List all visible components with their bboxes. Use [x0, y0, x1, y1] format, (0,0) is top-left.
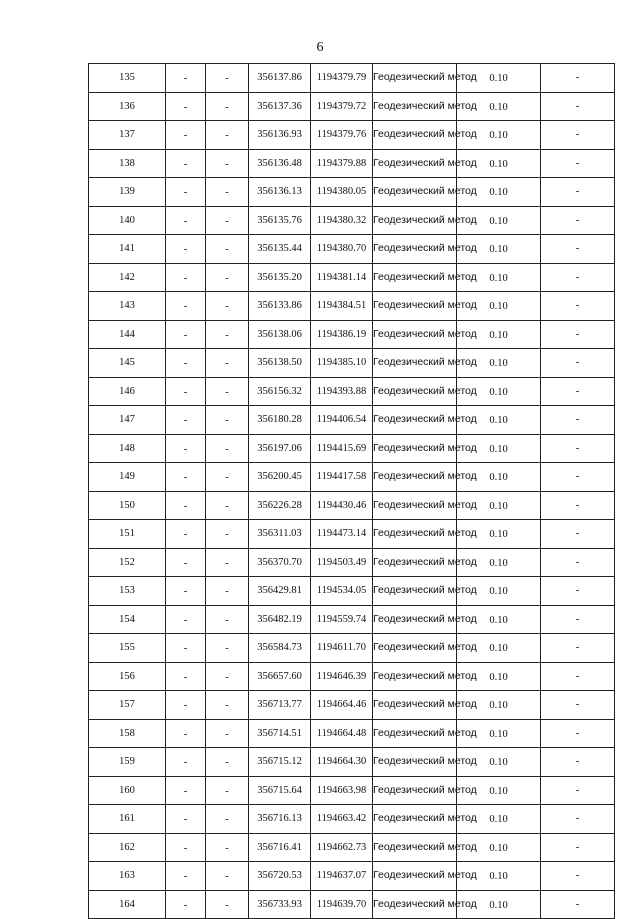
point-number-cell: 160	[89, 776, 166, 805]
description-cell: -	[541, 662, 615, 691]
old-x-cell: -	[166, 691, 206, 720]
old-y-cell: -	[206, 833, 249, 862]
precision-cell: 0.10	[457, 805, 541, 834]
method-cell: Геодезический метод	[373, 434, 457, 463]
new-x-cell: 356716.41	[249, 833, 311, 862]
point-number-cell: 158	[89, 719, 166, 748]
precision-cell: 0.10	[457, 890, 541, 919]
old-x-cell: -	[166, 862, 206, 891]
point-number-cell: 155	[89, 634, 166, 663]
new-y-cell: 1194385.10	[311, 349, 373, 378]
precision-cell: 0.10	[457, 149, 541, 178]
table-row	[89, 463, 615, 492]
point-number-cell: 154	[89, 605, 166, 634]
new-y-cell: 1194393.88	[311, 377, 373, 406]
new-y-cell: 1194663.42	[311, 805, 373, 834]
new-x-cell: 356713.77	[249, 691, 311, 720]
new-x-cell: 356180.28	[249, 406, 311, 435]
precision-cell: 0.10	[457, 862, 541, 891]
old-x-cell: -	[166, 719, 206, 748]
description-cell: -	[541, 605, 615, 634]
point-number-cell: 145	[89, 349, 166, 378]
method-cell: Геодезический метод	[373, 719, 457, 748]
table-row	[89, 377, 615, 406]
description-cell: -	[541, 719, 615, 748]
table-row	[89, 805, 615, 834]
old-y-cell: -	[206, 178, 249, 207]
precision-cell: 0.10	[457, 406, 541, 435]
description-cell: -	[541, 377, 615, 406]
description-cell: -	[541, 178, 615, 207]
new-y-cell: 1194664.30	[311, 748, 373, 777]
old-x-cell: -	[166, 662, 206, 691]
new-x-cell: 356136.13	[249, 178, 311, 207]
new-x-cell: 356226.28	[249, 491, 311, 520]
table-row	[89, 862, 615, 891]
table-row	[89, 776, 615, 805]
old-x-cell: -	[166, 548, 206, 577]
method-cell: Геодезический метод	[373, 377, 457, 406]
old-y-cell: -	[206, 548, 249, 577]
table-row	[89, 292, 615, 321]
point-number-cell: 149	[89, 463, 166, 492]
method-cell: Геодезический метод	[373, 64, 457, 93]
point-number-cell: 159	[89, 748, 166, 777]
new-y-cell: 1194662.73	[311, 833, 373, 862]
table-row	[89, 691, 615, 720]
description-cell: -	[541, 92, 615, 121]
new-x-cell: 356733.93	[249, 890, 311, 919]
method-cell: Геодезический метод	[373, 149, 457, 178]
new-x-cell: 356135.44	[249, 235, 311, 264]
point-number-cell: 153	[89, 577, 166, 606]
old-y-cell: -	[206, 292, 249, 321]
table-row	[89, 121, 615, 150]
new-y-cell: 1194379.76	[311, 121, 373, 150]
new-x-cell: 356133.86	[249, 292, 311, 321]
point-number-cell: 147	[89, 406, 166, 435]
precision-cell: 0.10	[457, 634, 541, 663]
precision-cell: 0.10	[457, 292, 541, 321]
point-number-cell: 148	[89, 434, 166, 463]
point-number-cell: 161	[89, 805, 166, 834]
new-y-cell: 1194664.46	[311, 691, 373, 720]
method-cell: Геодезический метод	[373, 691, 457, 720]
description-cell: -	[541, 463, 615, 492]
point-number-cell: 136	[89, 92, 166, 121]
old-x-cell: -	[166, 463, 206, 492]
old-x-cell: -	[166, 320, 206, 349]
new-x-cell: 356197.06	[249, 434, 311, 463]
old-x-cell: -	[166, 748, 206, 777]
old-y-cell: -	[206, 890, 249, 919]
old-y-cell: -	[206, 634, 249, 663]
method-cell: Геодезический метод	[373, 776, 457, 805]
new-y-cell: 1194646.39	[311, 662, 373, 691]
table-row	[89, 491, 615, 520]
old-x-cell: -	[166, 292, 206, 321]
method-cell: Геодезический метод	[373, 406, 457, 435]
description-cell: -	[541, 292, 615, 321]
old-x-cell: -	[166, 890, 206, 919]
table-row	[89, 178, 615, 207]
point-number-cell: 152	[89, 548, 166, 577]
old-y-cell: -	[206, 149, 249, 178]
method-cell: Геодезический метод	[373, 292, 457, 321]
new-y-cell: 1194663.98	[311, 776, 373, 805]
point-number-cell: 143	[89, 292, 166, 321]
description-cell: -	[541, 548, 615, 577]
old-y-cell: -	[206, 92, 249, 121]
precision-cell: 0.10	[457, 377, 541, 406]
old-x-cell: -	[166, 406, 206, 435]
precision-cell: 0.10	[457, 748, 541, 777]
precision-cell: 0.10	[457, 577, 541, 606]
new-x-cell: 356136.48	[249, 149, 311, 178]
new-y-cell: 1194379.88	[311, 149, 373, 178]
old-y-cell: -	[206, 862, 249, 891]
method-cell: Геодезический метод	[373, 662, 457, 691]
new-y-cell: 1194384.51	[311, 292, 373, 321]
new-x-cell: 356156.32	[249, 377, 311, 406]
precision-cell: 0.10	[457, 263, 541, 292]
precision-cell: 0.10	[457, 548, 541, 577]
description-cell: -	[541, 634, 615, 663]
table-row	[89, 748, 615, 777]
new-x-cell: 356429.81	[249, 577, 311, 606]
new-y-cell: 1194380.32	[311, 206, 373, 235]
method-cell: Геодезический метод	[373, 235, 457, 264]
old-x-cell: -	[166, 121, 206, 150]
new-x-cell: 356135.76	[249, 206, 311, 235]
new-y-cell: 1194559.74	[311, 605, 373, 634]
table-row	[89, 548, 615, 577]
method-cell: Геодезический метод	[373, 805, 457, 834]
precision-cell: 0.10	[457, 662, 541, 691]
description-cell: -	[541, 520, 615, 549]
method-cell: Геодезический метод	[373, 605, 457, 634]
method-cell: Геодезический метод	[373, 890, 457, 919]
new-x-cell: 356715.64	[249, 776, 311, 805]
precision-cell: 0.10	[457, 719, 541, 748]
method-cell: Геодезический метод	[373, 178, 457, 207]
new-y-cell: 1194664.48	[311, 719, 373, 748]
new-y-cell: 1194406.54	[311, 406, 373, 435]
new-y-cell: 1194386.19	[311, 320, 373, 349]
description-cell: -	[541, 349, 615, 378]
table-body	[89, 64, 615, 919]
old-y-cell: -	[206, 121, 249, 150]
old-x-cell: -	[166, 634, 206, 663]
point-number-cell: 162	[89, 833, 166, 862]
point-number-cell: 140	[89, 206, 166, 235]
new-x-cell: 356715.12	[249, 748, 311, 777]
old-x-cell: -	[166, 577, 206, 606]
method-cell: Геодезический метод	[373, 92, 457, 121]
old-x-cell: -	[166, 149, 206, 178]
point-number-cell: 144	[89, 320, 166, 349]
new-x-cell: 356311.03	[249, 520, 311, 549]
description-cell: -	[541, 434, 615, 463]
method-cell: Геодезический метод	[373, 463, 457, 492]
description-cell: -	[541, 776, 615, 805]
point-number-cell: 151	[89, 520, 166, 549]
old-y-cell: -	[206, 719, 249, 748]
precision-cell: 0.10	[457, 434, 541, 463]
old-y-cell: -	[206, 691, 249, 720]
description-cell: -	[541, 235, 615, 264]
point-number-cell: 138	[89, 149, 166, 178]
precision-cell: 0.10	[457, 121, 541, 150]
new-x-cell: 356136.93	[249, 121, 311, 150]
point-number-cell: 146	[89, 377, 166, 406]
description-cell: -	[541, 862, 615, 891]
precision-cell: 0.10	[457, 349, 541, 378]
old-y-cell: -	[206, 577, 249, 606]
method-cell: Геодезический метод	[373, 520, 457, 549]
precision-cell: 0.10	[457, 605, 541, 634]
description-cell: -	[541, 206, 615, 235]
new-y-cell: 1194380.05	[311, 178, 373, 207]
new-y-cell: 1194637.07	[311, 862, 373, 891]
table-row	[89, 833, 615, 862]
new-x-cell: 356482.19	[249, 605, 311, 634]
table-row	[89, 349, 615, 378]
precision-cell: 0.10	[457, 491, 541, 520]
method-cell: Геодезический метод	[373, 862, 457, 891]
description-cell: -	[541, 491, 615, 520]
new-y-cell: 1194611.70	[311, 634, 373, 663]
old-y-cell: -	[206, 235, 249, 264]
precision-cell: 0.10	[457, 92, 541, 121]
table-row	[89, 406, 615, 435]
point-number-cell: 163	[89, 862, 166, 891]
method-cell: Геодезический метод	[373, 206, 457, 235]
precision-cell: 0.10	[457, 520, 541, 549]
old-y-cell: -	[206, 662, 249, 691]
old-x-cell: -	[166, 349, 206, 378]
new-x-cell: 356370.70	[249, 548, 311, 577]
old-x-cell: -	[166, 491, 206, 520]
new-y-cell: 1194379.72	[311, 92, 373, 121]
new-y-cell: 1194380.70	[311, 235, 373, 264]
method-cell: Геодезический метод	[373, 263, 457, 292]
old-y-cell: -	[206, 748, 249, 777]
old-x-cell: -	[166, 805, 206, 834]
method-cell: Геодезический метод	[373, 577, 457, 606]
description-cell: -	[541, 577, 615, 606]
new-x-cell: 356135.20	[249, 263, 311, 292]
table-row	[89, 320, 615, 349]
old-x-cell: -	[166, 605, 206, 634]
table-row	[89, 206, 615, 235]
new-x-cell: 356138.50	[249, 349, 311, 378]
point-number-cell: 142	[89, 263, 166, 292]
old-y-cell: -	[206, 349, 249, 378]
old-x-cell: -	[166, 833, 206, 862]
new-x-cell: 356716.13	[249, 805, 311, 834]
description-cell: -	[541, 691, 615, 720]
old-y-cell: -	[206, 64, 249, 93]
new-x-cell: 356137.86	[249, 64, 311, 93]
new-y-cell: 1194639.70	[311, 890, 373, 919]
method-cell: Геодезический метод	[373, 349, 457, 378]
precision-cell: 0.10	[457, 320, 541, 349]
new-x-cell: 356138.06	[249, 320, 311, 349]
precision-cell: 0.10	[457, 776, 541, 805]
new-y-cell: 1194430.46	[311, 491, 373, 520]
point-number-cell: 164	[89, 890, 166, 919]
old-x-cell: -	[166, 235, 206, 264]
new-y-cell: 1194415.69	[311, 434, 373, 463]
old-x-cell: -	[166, 206, 206, 235]
old-x-cell: -	[166, 377, 206, 406]
old-x-cell: -	[166, 434, 206, 463]
point-number-cell: 156	[89, 662, 166, 691]
new-x-cell: 356584.73	[249, 634, 311, 663]
method-cell: Геодезический метод	[373, 833, 457, 862]
old-x-cell: -	[166, 776, 206, 805]
old-y-cell: -	[206, 206, 249, 235]
table-row	[89, 634, 615, 663]
description-cell: -	[541, 890, 615, 919]
table-row	[89, 520, 615, 549]
old-y-cell: -	[206, 776, 249, 805]
old-y-cell: -	[206, 805, 249, 834]
old-y-cell: -	[206, 263, 249, 292]
old-x-cell: -	[166, 92, 206, 121]
old-y-cell: -	[206, 434, 249, 463]
table-row	[89, 92, 615, 121]
new-y-cell: 1194534.05	[311, 577, 373, 606]
description-cell: -	[541, 121, 615, 150]
new-y-cell: 1194503.49	[311, 548, 373, 577]
point-number-cell: 139	[89, 178, 166, 207]
old-y-cell: -	[206, 377, 249, 406]
description-cell: -	[541, 320, 615, 349]
table-row	[89, 719, 615, 748]
old-x-cell: -	[166, 263, 206, 292]
table-row	[89, 64, 615, 93]
point-number-cell: 135	[89, 64, 166, 93]
table-row	[89, 662, 615, 691]
precision-cell: 0.10	[457, 833, 541, 862]
old-x-cell: -	[166, 520, 206, 549]
point-number-cell: 150	[89, 491, 166, 520]
new-y-cell: 1194381.14	[311, 263, 373, 292]
method-cell: Геодезический метод	[373, 121, 457, 150]
table-row	[89, 434, 615, 463]
new-y-cell: 1194417.58	[311, 463, 373, 492]
description-cell: -	[541, 263, 615, 292]
old-y-cell: -	[206, 463, 249, 492]
new-y-cell: 1194473.14	[311, 520, 373, 549]
table-row	[89, 235, 615, 264]
new-x-cell: 356137.36	[249, 92, 311, 121]
description-cell: -	[541, 748, 615, 777]
description-cell: -	[541, 149, 615, 178]
new-x-cell: 356714.51	[249, 719, 311, 748]
new-y-cell: 1194379.79	[311, 64, 373, 93]
old-y-cell: -	[206, 605, 249, 634]
precision-cell: 0.10	[457, 206, 541, 235]
precision-cell: 0.10	[457, 235, 541, 264]
precision-cell: 0.10	[457, 178, 541, 207]
old-y-cell: -	[206, 520, 249, 549]
method-cell: Геодезический метод	[373, 548, 457, 577]
description-cell: -	[541, 805, 615, 834]
table-row	[89, 577, 615, 606]
point-number-cell: 157	[89, 691, 166, 720]
point-number-cell: 137	[89, 121, 166, 150]
description-cell: -	[541, 406, 615, 435]
precision-cell: 0.10	[457, 463, 541, 492]
new-x-cell: 356657.60	[249, 662, 311, 691]
point-number-cell: 141	[89, 235, 166, 264]
old-x-cell: -	[166, 178, 206, 207]
method-cell: Геодезический метод	[373, 491, 457, 520]
description-cell: -	[541, 833, 615, 862]
old-y-cell: -	[206, 406, 249, 435]
table-row	[89, 149, 615, 178]
coordinates-table	[88, 63, 615, 919]
method-cell: Геодезический метод	[373, 634, 457, 663]
old-x-cell: -	[166, 64, 206, 93]
new-x-cell: 356720.53	[249, 862, 311, 891]
old-y-cell: -	[206, 491, 249, 520]
old-y-cell: -	[206, 320, 249, 349]
table-row	[89, 263, 615, 292]
method-cell: Геодезический метод	[373, 748, 457, 777]
method-cell: Геодезический метод	[373, 320, 457, 349]
table-row	[89, 605, 615, 634]
table-row	[89, 890, 615, 919]
new-x-cell: 356200.45	[249, 463, 311, 492]
description-cell: -	[541, 64, 615, 93]
page-number: 6	[316, 40, 324, 55]
precision-cell: 0.10	[457, 691, 541, 720]
precision-cell: 0.10	[457, 64, 541, 93]
